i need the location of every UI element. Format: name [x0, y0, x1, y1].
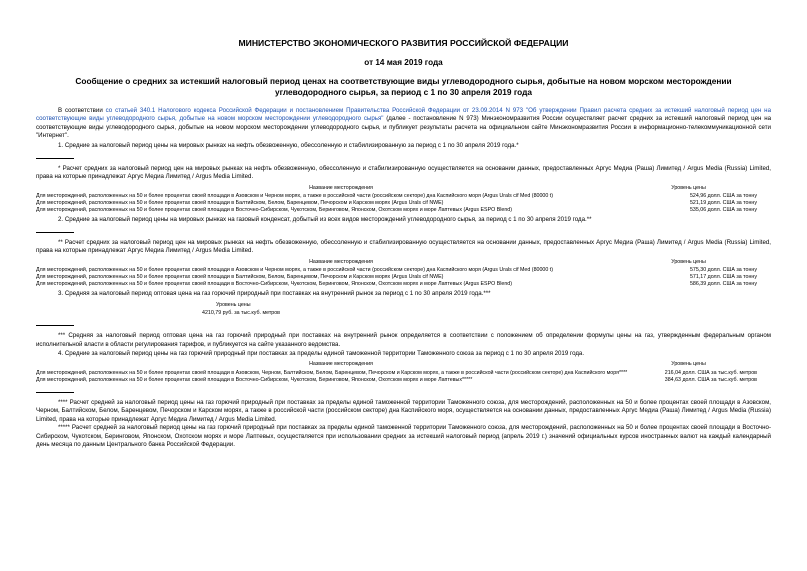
table-row [36, 377, 771, 384]
footnote-divider [36, 325, 74, 326]
section-2-footnote: ** Расчет средних за налоговый период цен на мировых рынках на нефть обезвоженную, обессоленную и стабилизированную осуществляется на основании данных, предоставленных Аргус Медиа (Раша) Лимитед / Argus Media (Russia) Limited, права на которые принадлежат Аргус Медиа Лимитед / Argus Media Limited. [36, 239, 771, 255]
deposit-cell: Для месторождений, расположенных на 50 и более процентах своей площади в Азовском, Черном, Балтийском, Белом, Баренцевом, Печорском и Карском морях, а также в российской части (российском секторе) дна Каспийского моря**** [36, 369, 628, 376]
price-cell: 521,19 долл. США за тонну [689, 200, 757, 207]
section-1-heading: 1. Средние за налоговый период цены на мировых рынках на нефть обезвоженную, обессоленную и стабилизированную за период с 1 по 30 апреля 2019 года.* [58, 141, 519, 149]
section-3-footnote: *** Средняя за налоговый период оптовая цена на газ горючий природный при поставках на внутренний рынок определяется в соответствии с положением об определении формулы цены на газ, утвержденным федеральным органом исполнительной власти в области регулирования тарифов, и публикуется на сайте указанного ведомства. [36, 332, 771, 348]
document-date: от 14 мая 2019 года [364, 58, 443, 67]
price-cell: 524,96 долл. США за тонну [689, 193, 757, 200]
section-4-footnote-5: ***** Расчет средней за налоговый период цены на газ горючий природный при поставках за пределы единой таможенной территории Таможенного союза, для месторождений, расположенных на 50 и более процентах своей площади в Восточно-Сибирском, Чукотском, Беринговом, Японском, Охотском морях и море Лаптевых, осуществляется при использовании средних за истекший налоговый период (апрель 2019 г.) значений официальных курсов иностранных валют на каждый календарный день месяца по данным Центрального банка Российской Федерации. [36, 424, 771, 448]
section-2-heading: 2. Средние за налоговый период цены на мировых рынках на газовый конденсат, добытый из всех видов месторождений углеводородного сырья, за период с 1 по 30 апреля 2019 года.** [58, 215, 592, 223]
deposit-cell: Для месторождений, расположенных на 50 и более процентах своей площади в Восточно-Сибирском, Чукотском, Беринговом, Японском, Охотском морях и море Лаптевых (Argus ESPO Blend) [36, 281, 513, 288]
section-3-heading: 3. Средняя за налоговый период оптовая цена на газ горючий природный при поставках на внутренний рынок за период с 1 по 30 апреля 2019 года.*** [58, 289, 491, 297]
intro-suffix: (далее - постановление N 973) Минэкономразвития России осуществляет расчет средних за истекший налоговый период цен на соответствующие виды углеводородного сырья, добытые на новом морском месторождении углеводородного сырья, и публикует результаты расчета на официальном сайте Минэкономразвития России в информационно-телекоммуникационной сети "Интернет". [36, 115, 772, 140]
footnote-divider [36, 232, 74, 233]
footnote-divider [36, 392, 74, 393]
column-header-level: Уровень цены [671, 184, 706, 191]
price-cell: 216,04 долл. США за тыс.куб. метров [664, 369, 757, 376]
footnote-divider [36, 158, 74, 159]
section-1-footnote: * Расчет средних за налоговый период цен на мировых рынках на нефть обезвоженную, обессоленную и стабилизированную осуществляется на основании данных, предоставленных Аргус Медиа (Раша) Лимитед / Argus Media (Russia) Limited, права на которые принадлежат Аргус Медиа Лимитед / Argus Media Limited. [36, 165, 771, 181]
document-title: Сообщение о средних за истекший налоговый период ценах на соответствующие виды углеводородного сырья, добытые на новом морском месторождении углеводородного сырья, за период с 1 по 30 апреля 2019 года [75, 76, 732, 97]
price-cell: 586,39 долл. США за тонну [689, 281, 757, 288]
ministry-heading: МИНИСТЕРСТВО ЭКОНОМИЧЕСКОГО РАЗВИТИЯ РОССИЙСКОЙ ФЕДЕРАЦИИ [238, 38, 569, 48]
section-3-value-block [36, 301, 771, 317]
deposit-cell: Для месторождений, расположенных на 50 и более процентах своей площади в Азовском и Черном морях, а также в российской части (российском секторе) дна Каспийского моря (Argus Urals cif Med (80000 t) [36, 267, 553, 274]
column-header-level: Уровень цены [216, 302, 251, 309]
intro-paragraph [36, 107, 771, 141]
table-header-row [36, 185, 771, 193]
intro-prefix: В соответствии [58, 107, 103, 114]
column-header-deposit: Название месторождения [309, 258, 373, 265]
section-4-heading: 4. Средние за налоговый период цены на газ горючий природный при поставках за пределы единой таможенной территории Таможенного союза за период с 1 по 30 апреля 2019 года. [58, 349, 585, 357]
deposit-cell: Для месторождений, расположенных на 50 и более процентах своей площади в Восточно-Сибирском, Чукотском, Беринговом, Японском, Охотском морях и море Лаптевых***** [36, 376, 473, 383]
deposit-cell: Для месторождений, расположенных на 50 и более процентах своей площади в Балтийском, Белом, Баренцевом, Печорском и Карском морях (Argus Urals cif NWE) [36, 274, 444, 281]
section-4-table [36, 361, 771, 384]
deposit-cell: Для месторождений, расположенных на 50 и более процентах своей площади в Балтийском, Белом, Баренцевом, Печорском и Карском морях (Argus Urals cif NWE) [36, 200, 444, 207]
section-1-table [36, 185, 771, 215]
table-header-row [36, 361, 771, 369]
section-2-table [36, 259, 771, 289]
section-4-footnote-4: **** Расчет средней за налоговый период цены на газ горючий природный при поставках за пределы единой таможенной территории Таможенного союза, для месторождений, расположенных на 50 и более процентах своей площади в Азовском, Черном, Балтийском, Белом, Баренцевом, Печорском и Карском морях, а также в российской части (российском секторе) дна Каспийского моря, осуществляется на основании данных, предоставленных Аргус Медиа (Раша) Лимитед / Argus Media (Russia) Limited, права на которые принадлежат Аргус Медиа Лимитед / Argus Media Limited. [36, 398, 771, 423]
table-header-row [36, 259, 771, 267]
column-header-deposit: Название месторождения [309, 184, 373, 191]
price-cell: 535,06 долл. США за тонну [689, 207, 757, 214]
deposit-cell: Для месторождений, расположенных на 50 и более процентах своей площади в Восточно-Сибирском, Чукотском, Беринговом, Японском, Охотском морях и море Лаптевых (Argus ESPO Blend) [36, 207, 513, 214]
table-row [36, 207, 771, 214]
price-cell: 384,63 долл. США за тыс.куб. метров [664, 376, 757, 383]
column-header-level: Уровень цены [671, 258, 706, 265]
gas-price-value: 4210,79 руб. за тыс.куб. метров [202, 310, 280, 317]
table-row [36, 370, 771, 377]
table-row [36, 281, 771, 288]
legal-reference-link[interactable]: со статьей 340.1 Налогового кодекса Российской Федерации и постановлением Правительства Российской Федерации от 23.09.2014 N 973 "Об утверждении Правил расчета средних за истекший налоговый период цен на соответствующие виды углеводородного сырья, добытые на новом морском месторождении углеводородного сырья" [36, 107, 771, 123]
column-header-level: Уровень цены [671, 361, 706, 368]
column-header-deposit: Название месторождения [309, 361, 373, 368]
price-cell: 571,17 долл. США за тонну [689, 274, 757, 281]
deposit-cell: Для месторождений, расположенных на 50 и более процентах своей площади в Азовском и Черном морях, а также в российской части (российском секторе) дна Каспийского моря (Argus Urals cif Med (80000 t) [36, 193, 553, 200]
price-cell: 575,30 долл. США за тонну [689, 267, 757, 274]
